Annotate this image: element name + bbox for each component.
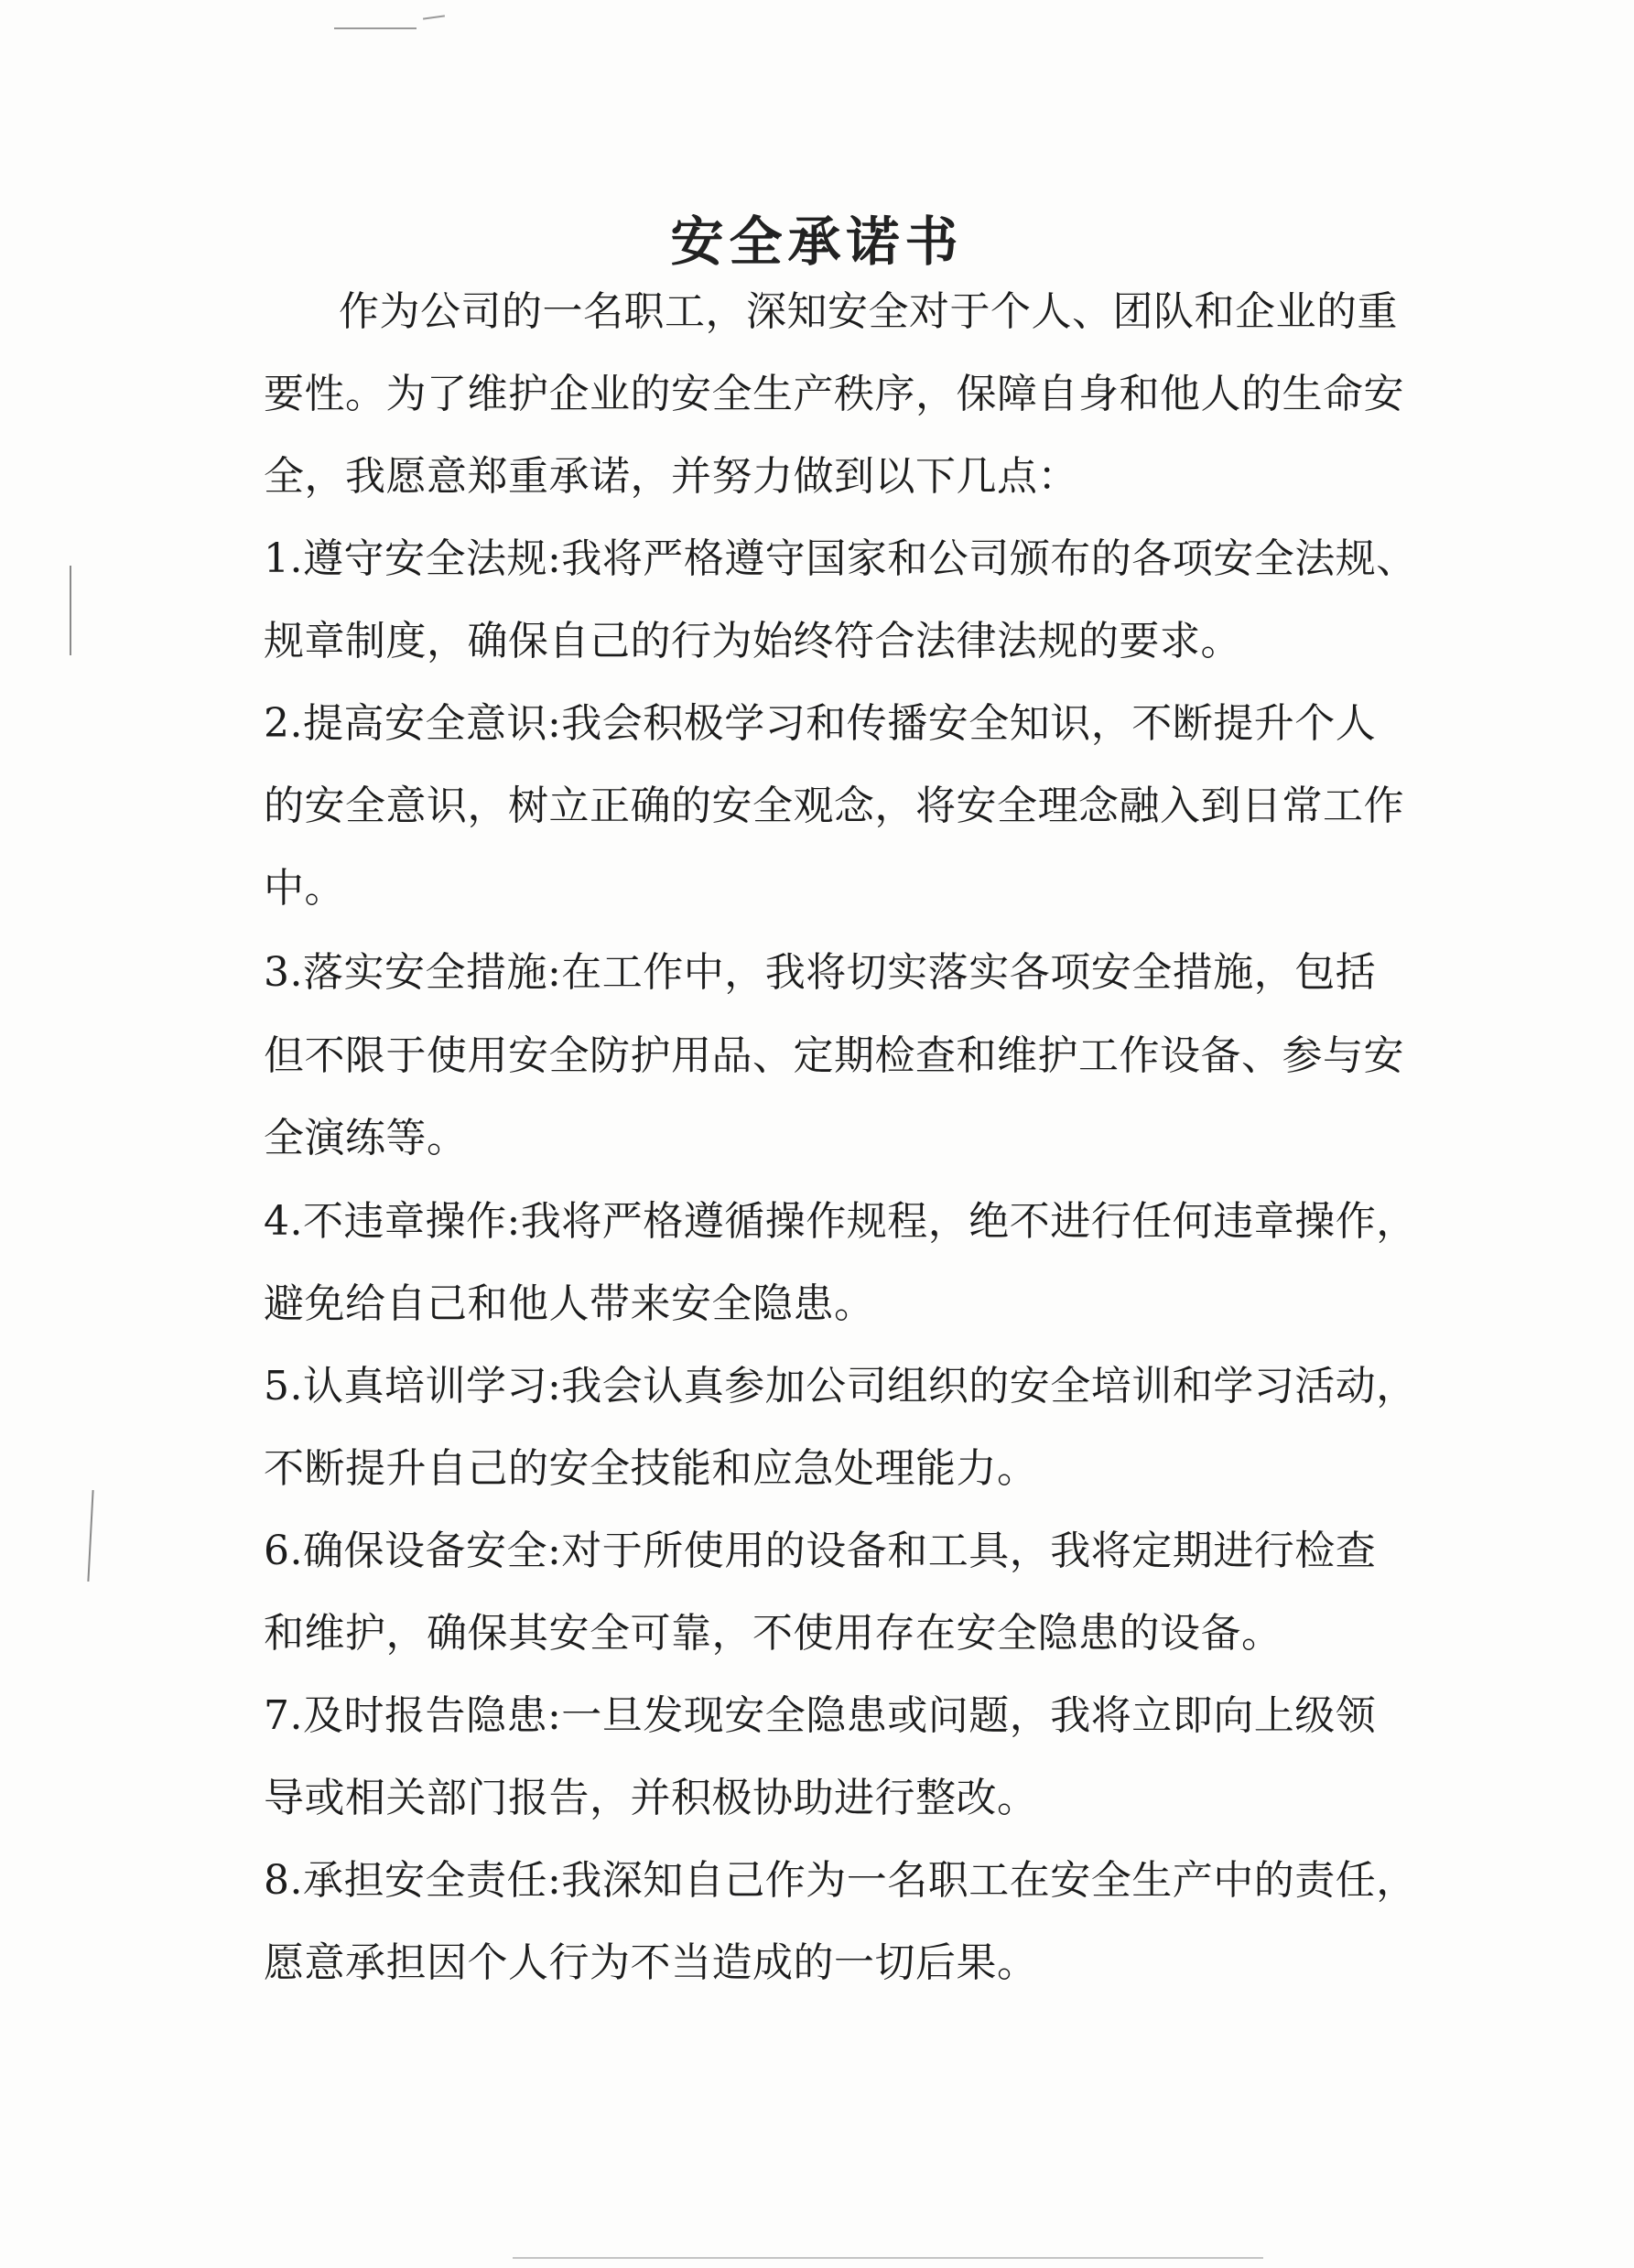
item-line: 和维护，确保其安全可靠，不使用存在安全隐患的设备。 — [264, 1610, 1282, 1657]
intro-line: 要性。为了维护企业的安全生产秩序，保障自身和他人的生命安 — [264, 371, 1404, 417]
item-line: 2.提高安全意识:我会积极学习和传播安全知识，不断提升个人 — [264, 700, 1377, 747]
item-line: 但不限于使用安全防护用品、定期检查和维护工作设备、参与安 — [264, 1032, 1404, 1079]
item-line: 3.落实安全措施:在工作中，我将切实落实各项安全措施，包括 — [264, 949, 1377, 996]
item-line: 8.承担安全责任:我深知自己作为一名职工在安全生产中的责任， — [264, 1857, 1417, 1904]
item-line: 规章制度，确保自己的行为始终符合法律法规的要求。 — [264, 618, 1241, 664]
item-line: 导或相关部门报告，并积极协助进行整改。 — [264, 1775, 1038, 1821]
item-line: 5.认真培训学习:我会认真参加公司组织的安全培训和学习活动， — [264, 1363, 1417, 1409]
scan-artifact-bottom-edge — [513, 2257, 1263, 2259]
item-line: 全演练等。 — [264, 1115, 468, 1161]
intro-line: 作为公司的一名职工，深知安全对于个人、团队和企业的重 — [339, 288, 1398, 335]
item-line: 避免给自己和他人带来安全隐患。 — [264, 1280, 875, 1327]
item-line: 愿意承担因个人行为不当造成的一切后果。 — [264, 1939, 1038, 1986]
item-line: 1.遵守安全法规:我将严格遵守国家和公司颁布的各项安全法规、 — [264, 535, 1417, 582]
item-line: 中。 — [264, 865, 345, 912]
item-line: 4.不违章操作:我将严格遵循操作规程，绝不进行任何违章操作， — [264, 1198, 1417, 1245]
binding-hole-mark-lower — [87, 1490, 93, 1582]
document-title: 安全承诺书 — [670, 211, 964, 273]
scan-artifact-top-left — [334, 27, 417, 29]
item-line: 的安全意识，树立正确的安全观念，将安全理念融入到日常工作 — [264, 783, 1404, 829]
intro-line: 全，我愿意郑重承诺，并努力做到以下几点： — [264, 453, 1078, 500]
item-line: 7.及时报告隐患:一旦发现安全隐患或问题，我将立即向上级领 — [264, 1692, 1377, 1739]
item-line: 6.确保设备安全:对于所使用的设备和工具，我将定期进行检查 — [264, 1528, 1377, 1574]
binding-hole-mark-upper — [70, 566, 71, 655]
item-line: 不断提升自己的安全技能和应急处理能力。 — [264, 1445, 1038, 1492]
scan-artifact-top-right — [423, 15, 445, 19]
